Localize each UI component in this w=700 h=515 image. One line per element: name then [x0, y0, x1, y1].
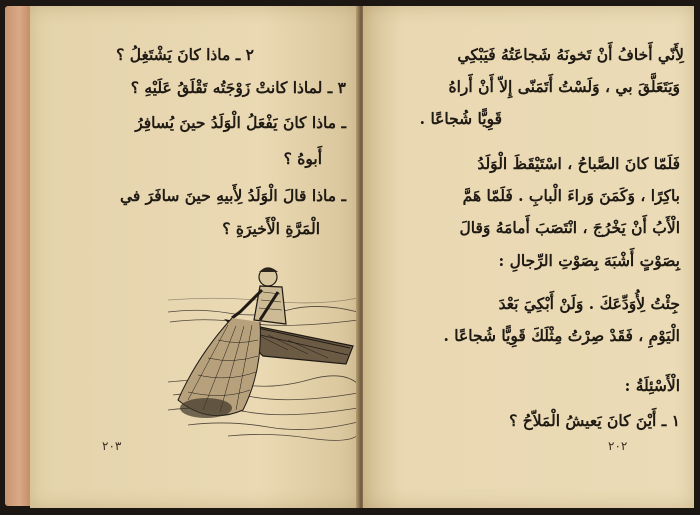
- questions-heading: الْأَسْئِلَةُ :: [624, 376, 680, 395]
- left-page: [30, 6, 360, 508]
- question-2: ٢ ـ ماذا كانَ يَشْتَغِلُ ؟: [116, 45, 254, 64]
- paragraph-3-line-2: الْيَوْمِ ، فَقَدْ صِرْتُ مِثْلَكَ قَوِيًّا شُجاعًا .: [443, 326, 680, 345]
- paragraph-2-line-3: الْأَبُ أَنْ يَخْرُجَ ، انْتَصَبَ أَمامَهُ وَقالَ: [459, 218, 680, 237]
- fisherman-net-illustration: [168, 260, 358, 442]
- question-4-line-2: أَبوهُ ؟: [283, 149, 322, 168]
- paragraph-2-line-2: باكِرًا ، وَكَمَنَ وَراءَ الْبابِ . فَلَمّا هَمَّ: [462, 186, 680, 205]
- question-1: ١ ـ أَيْنَ كانَ يَعيشُ الْمَلاّحُ ؟: [509, 411, 680, 430]
- page-number-right: ٢٠٢: [608, 439, 628, 453]
- paragraph-3-line-1: جِئْتُ لِأُوَدِّعَكَ . وَلَنْ أَبْكِيَ بَعْدَ: [498, 294, 680, 313]
- paragraph-1-line-1: لِأَنّي أَخافُ أَنْ تَخونَهُ شَجاعَتُهُ فَيَبْكِي: [457, 45, 684, 64]
- paragraph-1-line-2: وَيَتَعَلَّقَ بي ، وَلَسْتُ أَتَمَنّى إِلاّ أَنْ أَراهُ: [448, 77, 680, 96]
- question-5-line-2: الْمَرَّةِ الْأَخيرَةِ ؟: [222, 219, 320, 238]
- paragraph-2-line-4: بِصَوْتٍ أَشْبَهَ بِصَوْتِ الرِّجالِ :: [498, 251, 680, 270]
- right-page: [363, 6, 694, 508]
- question-4-line-1: ـ ماذا كانَ يَفْعَلُ الْوَلَدُ حينَ يُسافِرُ: [135, 113, 346, 132]
- question-5-line-1: ـ ماذا قالَ الْوَلَدُ لِأَبيهِ حينَ سافَرَ في: [119, 186, 346, 205]
- book-cover-edge: [5, 6, 31, 506]
- paragraph-2-line-1: فَلَمّا كانَ الصَّباحُ ، اسْتَيْقَظَ الْوَلَدُ: [477, 154, 680, 173]
- question-3: ٣ ـ لماذا كانتْ زَوْجَتُه تَقْلَقُ عَلَيْهِ ؟: [130, 78, 346, 97]
- paragraph-1-line-3: قَوِيًّا شُجاعًا .: [419, 109, 502, 128]
- page-number-left: ٢٠٣: [102, 439, 122, 453]
